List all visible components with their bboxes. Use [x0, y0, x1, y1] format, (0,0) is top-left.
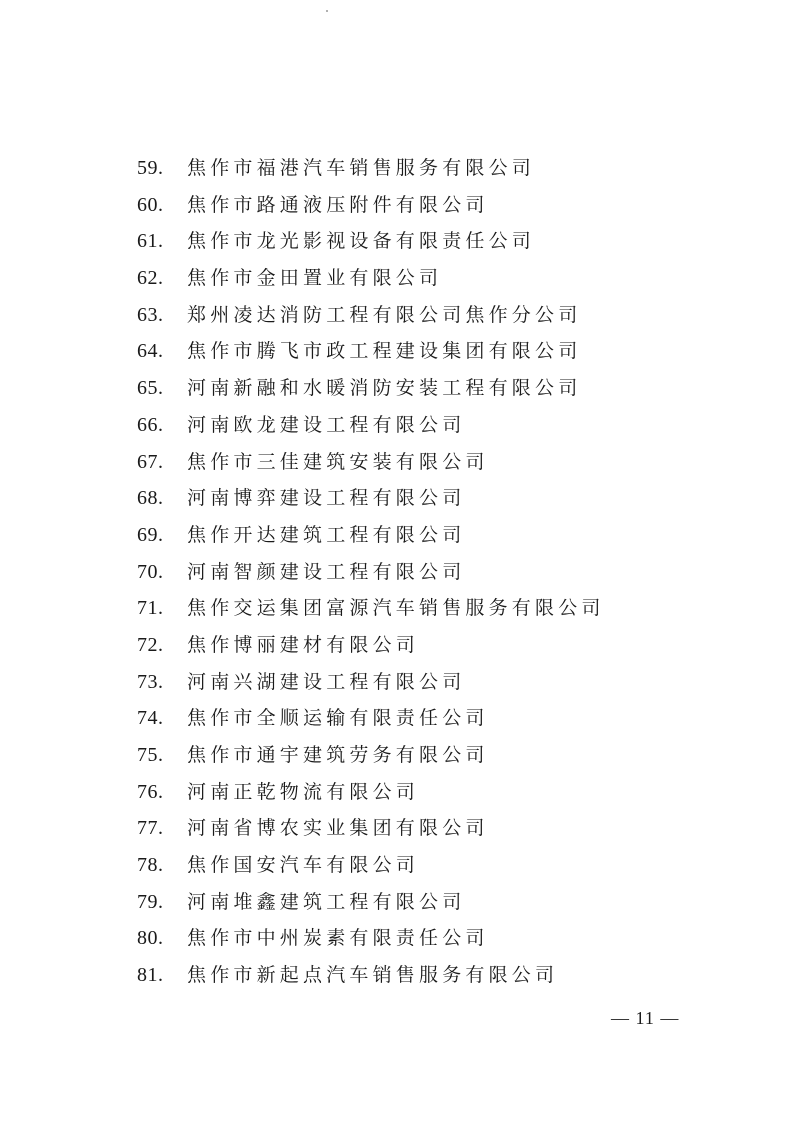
item-number: 74. — [137, 707, 164, 730]
company-name: 焦作市全顺运输有限责任公司 — [187, 707, 489, 730]
list-item — [137, 260, 605, 297]
list-item — [137, 370, 605, 407]
item-number: 72. — [137, 633, 164, 656]
list-item — [137, 223, 605, 260]
company-name: 河南堆鑫建筑工程有限公司 — [187, 890, 466, 913]
item-number: 75. — [137, 744, 164, 766]
item-number: 81. — [137, 964, 164, 987]
company-name: 焦作市腾飞市政工程建设集团有限公司 — [187, 340, 582, 363]
list-item — [137, 297, 605, 334]
list-item — [137, 480, 605, 517]
item-number: 69. — [137, 523, 164, 546]
item-number: 59. — [137, 157, 164, 179]
company-name: 河南智颜建设工程有限公司 — [187, 560, 466, 583]
item-number: 79. — [137, 890, 164, 913]
list-item — [137, 847, 605, 884]
list-item — [137, 333, 605, 370]
item-number: 67. — [137, 450, 164, 473]
company-name: 焦作市通宇建筑劳务有限公司 — [187, 744, 489, 766]
company-name: 河南兴湖建设工程有限公司 — [187, 670, 466, 693]
list-item — [137, 664, 605, 701]
company-name: 焦作市新起点汽车销售服务有限公司 — [187, 964, 559, 987]
list-item — [137, 884, 605, 921]
item-number: 65. — [137, 377, 164, 400]
item-number: 61. — [137, 230, 164, 253]
list-item — [137, 407, 605, 444]
company-name: 焦作交运集团富源汽车销售服务有限公司 — [187, 597, 605, 620]
list-item — [137, 554, 605, 591]
item-number: 76. — [137, 780, 164, 803]
company-name: 焦作市金田置业有限公司 — [187, 267, 443, 290]
company-name: 河南博弈建设工程有限公司 — [187, 487, 466, 510]
list-item — [137, 774, 605, 811]
item-number: 63. — [137, 303, 164, 326]
company-name: 河南正乾物流有限公司 — [187, 780, 420, 803]
company-name: 焦作市福港汽车销售服务有限公司 — [187, 157, 536, 179]
list-item — [137, 957, 605, 994]
company-name: 河南欧龙建设工程有限公司 — [187, 413, 466, 436]
company-name: 焦作市三佳建筑安装有限公司 — [187, 450, 489, 473]
item-number: 60. — [137, 193, 164, 216]
item-number: 64. — [137, 340, 164, 363]
list-item — [137, 517, 605, 554]
list-item — [137, 810, 605, 847]
item-number: 70. — [137, 560, 164, 583]
list-item — [137, 444, 605, 481]
list-item — [137, 627, 605, 664]
company-name: 焦作国安汽车有限公司 — [187, 854, 420, 877]
company-name: 焦作市龙光影视设备有限责任公司 — [187, 230, 536, 253]
item-number: 68. — [137, 487, 164, 510]
company-name: 焦作市中州炭素有限责任公司 — [187, 927, 489, 950]
list-item — [137, 920, 605, 957]
company-list — [137, 150, 605, 994]
item-number: 66. — [137, 413, 164, 436]
item-number: 78. — [137, 854, 164, 877]
company-name: 焦作博丽建材有限公司 — [187, 633, 420, 656]
scan-mark — [326, 10, 328, 12]
company-name: 郑州凌达消防工程有限公司焦作分公司 — [187, 303, 582, 326]
list-item — [137, 187, 605, 224]
list-item — [137, 737, 605, 774]
item-number: 71. — [137, 597, 164, 620]
item-number: 62. — [137, 267, 164, 290]
company-name: 焦作市路通液压附件有限公司 — [187, 193, 489, 216]
list-item — [137, 590, 605, 627]
company-name: 焦作开达建筑工程有限公司 — [187, 523, 466, 546]
item-number: 73. — [137, 670, 164, 693]
company-name: 河南省博农实业集团有限公司 — [187, 817, 489, 840]
list-item — [137, 150, 605, 187]
company-name: 河南新融和水暖消防安装工程有限公司 — [187, 377, 582, 400]
page-number: — 11 — — [611, 1008, 680, 1028]
item-number: 80. — [137, 927, 164, 950]
item-number: 77. — [137, 817, 164, 840]
list-item — [137, 700, 605, 737]
